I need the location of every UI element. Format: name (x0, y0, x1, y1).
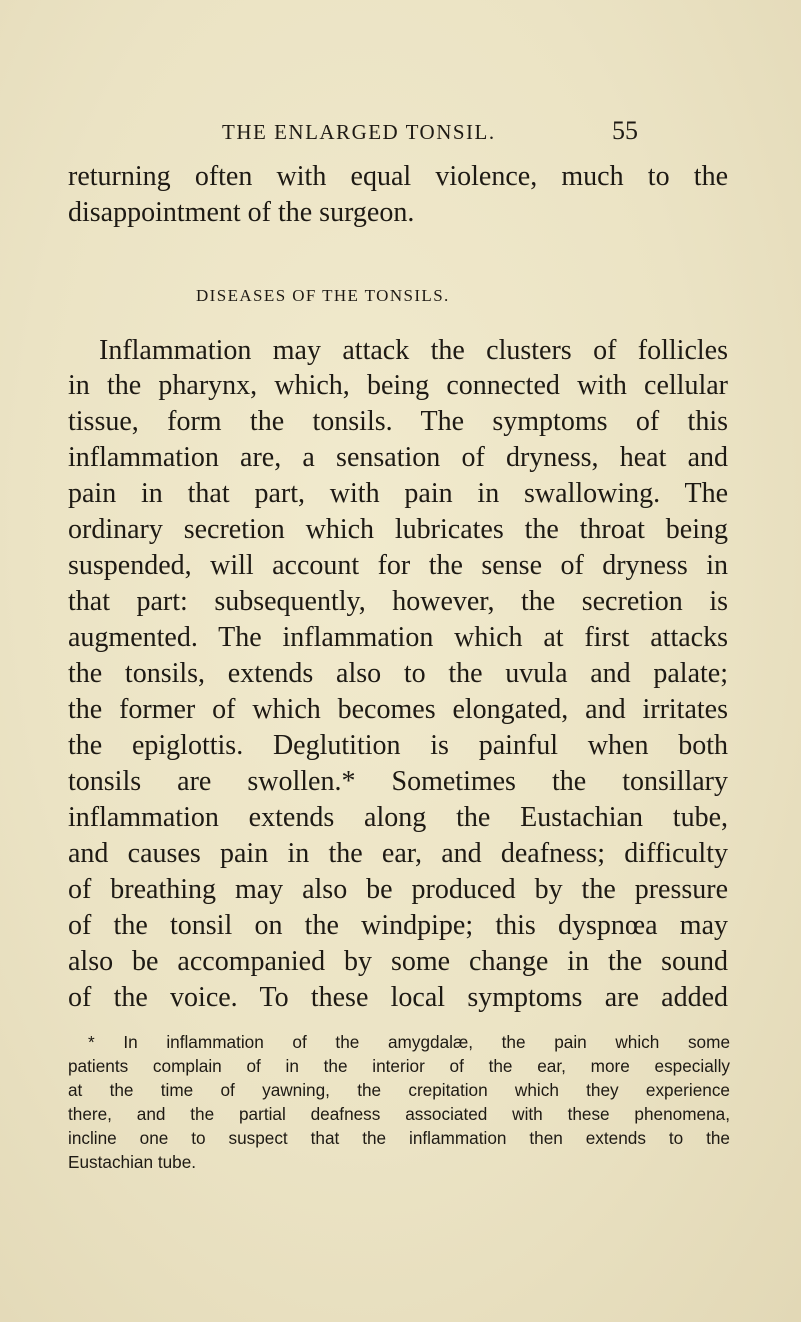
text-line: inflammation extends along the Eustachian tube, (68, 802, 728, 833)
text-line: tonsils are swollen.* Sometimes the tonsillary (68, 766, 728, 797)
running-title: THE ENLARGED TONSIL. (222, 120, 496, 144)
text-line: pain in that part, with pain in swallowing. The (68, 478, 728, 509)
text-line: of the voice. To these local symptoms are added (68, 982, 728, 1013)
text-line: the tonsils, extends also to the uvula and palate; (68, 658, 728, 689)
footnote-line: Eustachian tube. (68, 1152, 197, 1172)
text-line: augmented. The inflammation which at first attacks (68, 622, 728, 653)
running-head (0, 116, 801, 156)
text-line: Inflammation may attack the clusters of follicles (99, 335, 728, 366)
text-line: also be accompanied by some change in the sound (68, 946, 728, 977)
text-line: in the pharynx, which, being connected with cellular (68, 370, 728, 401)
page-number: 55 (612, 116, 638, 145)
footnote-line: * In inflammation of the amygdalæ, the pain which some (88, 1032, 730, 1052)
text-line: suspended, will account for the sense of dryness in (68, 550, 728, 581)
section-heading: DISEASES OF THE TONSILS. (196, 286, 450, 305)
text-line: returning often with equal violence, much to the (68, 161, 728, 192)
text-line: inflammation are, a sensation of dryness, heat and (68, 442, 728, 473)
text-line: that part: subsequently, however, the secretion is (68, 586, 728, 617)
text-line: of the tonsil on the windpipe; this dyspnœa may (68, 910, 728, 941)
footnote-line: patients complain of in the interior of the ear, more especially (68, 1056, 730, 1076)
footnote-line: incline one to suspect that the inflammation then extends to the (68, 1128, 730, 1148)
text-line: disappointment of the surgeon. (68, 197, 415, 228)
text-line: ordinary secretion which lubricates the throat being (68, 514, 728, 545)
footnote-line: there, and the partial deafness associated with these phenomena, (68, 1104, 730, 1124)
text-line: and causes pain in the ear, and deafness; difficulty (68, 838, 728, 869)
text-line: tissue, form the tonsils. The symptoms of this (68, 406, 728, 437)
footnote-line: at the time of yawning, the crepitation which they experience (68, 1080, 730, 1100)
text-line: the former of which becomes elongated, and irritates (68, 694, 728, 725)
text-line: of breathing may also be produced by the pressure (68, 874, 728, 905)
text-line: the epiglottis. Deglutition is painful when both (68, 730, 728, 761)
